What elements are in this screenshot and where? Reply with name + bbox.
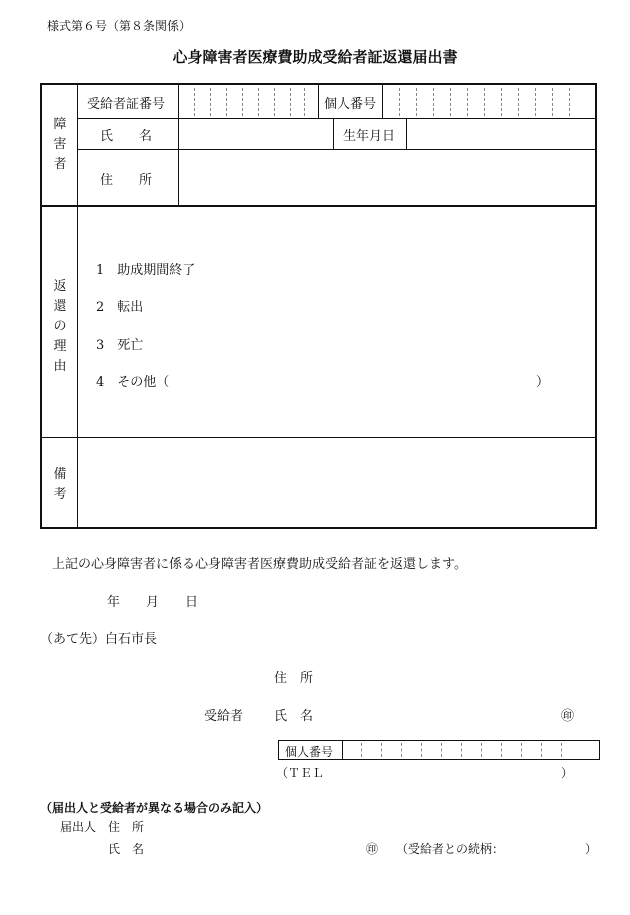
recipient-role-label: 受給者 bbox=[204, 709, 244, 724]
reason-option-1[interactable]: 1 助成期間終了 bbox=[96, 263, 196, 278]
digit-divider bbox=[361, 743, 362, 757]
recipient-seal-icon: ㊞ bbox=[561, 709, 575, 724]
digit-divider bbox=[552, 88, 553, 116]
notifier-seal-icon: ㊞ bbox=[366, 842, 379, 856]
birthdate-field[interactable] bbox=[407, 119, 597, 149]
digit-divider bbox=[569, 88, 570, 116]
digit-divider bbox=[521, 743, 522, 757]
section-label-person: 障 害 者 bbox=[53, 117, 67, 172]
digit-divider bbox=[304, 88, 305, 116]
personal-number-label: 個人番号 bbox=[324, 97, 377, 112]
digit-divider bbox=[461, 743, 462, 757]
notifier-relation-label: （受給者との続柄： bbox=[396, 842, 505, 856]
digit-divider bbox=[274, 88, 275, 116]
notifier-role-label: 届出人 bbox=[60, 820, 97, 834]
digit-divider bbox=[441, 743, 442, 757]
digit-divider bbox=[290, 88, 291, 116]
form-number: 様式第６号（第８条関係） bbox=[47, 19, 192, 33]
recipient-tel-close: ） bbox=[561, 766, 574, 780]
name-label: 氏 名 bbox=[100, 129, 153, 144]
recipient-personal-number-label: 個人番号 bbox=[285, 745, 334, 759]
digit-divider bbox=[381, 743, 382, 757]
address-label: 住 所 bbox=[100, 173, 153, 188]
recipient-personal-number-box[interactable] bbox=[278, 740, 600, 760]
addressee: （あて先）白石市長 bbox=[40, 632, 158, 647]
address-field[interactable] bbox=[179, 150, 597, 205]
digit-divider bbox=[433, 88, 434, 116]
digit-divider bbox=[194, 88, 195, 116]
reason-other-close: ） bbox=[536, 375, 550, 390]
digit-divider bbox=[541, 743, 542, 757]
recipient-name-label: 氏 名 bbox=[274, 709, 314, 724]
digit-divider bbox=[484, 88, 485, 116]
section-divider-1 bbox=[42, 205, 597, 207]
digit-divider bbox=[416, 88, 417, 116]
digit-divider bbox=[242, 88, 243, 116]
digit-divider bbox=[561, 743, 562, 757]
declaration-text: 上記の心身障害者に係る心身障害者医療費助成受給者証を返還します。 bbox=[52, 557, 467, 572]
reason-option-3[interactable]: 3 死亡 bbox=[96, 338, 144, 353]
digit-divider bbox=[401, 743, 402, 757]
personal-number-col-left bbox=[318, 85, 319, 118]
date-line[interactable]: 年 月 日 bbox=[107, 595, 199, 610]
name-field[interactable] bbox=[179, 119, 332, 149]
reason-option-4[interactable]: 4 その他（ bbox=[96, 375, 170, 390]
form-title: 心身障害者医療費助成受給者証返還届出書 bbox=[172, 48, 458, 66]
digit-divider bbox=[450, 88, 451, 116]
section-label-remarks: 備 考 bbox=[53, 467, 67, 502]
reason-option-2[interactable]: 2 転出 bbox=[96, 300, 144, 315]
digit-divider bbox=[481, 743, 482, 757]
personal-number-col-right bbox=[382, 85, 383, 118]
digit-divider bbox=[535, 88, 536, 116]
digit-divider bbox=[421, 743, 422, 757]
digit-divider bbox=[210, 88, 211, 116]
notifier-name-label: 氏 名 bbox=[108, 842, 145, 856]
digit-divider bbox=[501, 88, 502, 116]
form-table bbox=[40, 83, 597, 529]
birthdate-label: 生年月日 bbox=[343, 129, 396, 144]
notifier-note: （届出人と受給者が異なる場合のみ記入） bbox=[40, 801, 269, 815]
digit-divider bbox=[399, 88, 400, 116]
digit-divider bbox=[467, 88, 468, 116]
digit-divider bbox=[518, 88, 519, 116]
recipient-tel-label: （ＴＥＬ bbox=[276, 766, 325, 780]
recipient-number-label: 受給者証番号 bbox=[87, 97, 166, 112]
digit-divider bbox=[501, 743, 502, 757]
section-label-reason: 返 還 の 理 由 bbox=[53, 279, 67, 374]
notifier-address-label: 住 所 bbox=[108, 820, 145, 834]
section-divider-2 bbox=[42, 437, 597, 438]
notifier-relation-close: ） bbox=[585, 842, 598, 856]
remarks-field[interactable] bbox=[79, 439, 597, 527]
recipient-address-label: 住 所 bbox=[274, 671, 314, 686]
digit-divider bbox=[226, 88, 227, 116]
birthdate-col-left bbox=[333, 118, 334, 149]
digit-divider bbox=[258, 88, 259, 116]
